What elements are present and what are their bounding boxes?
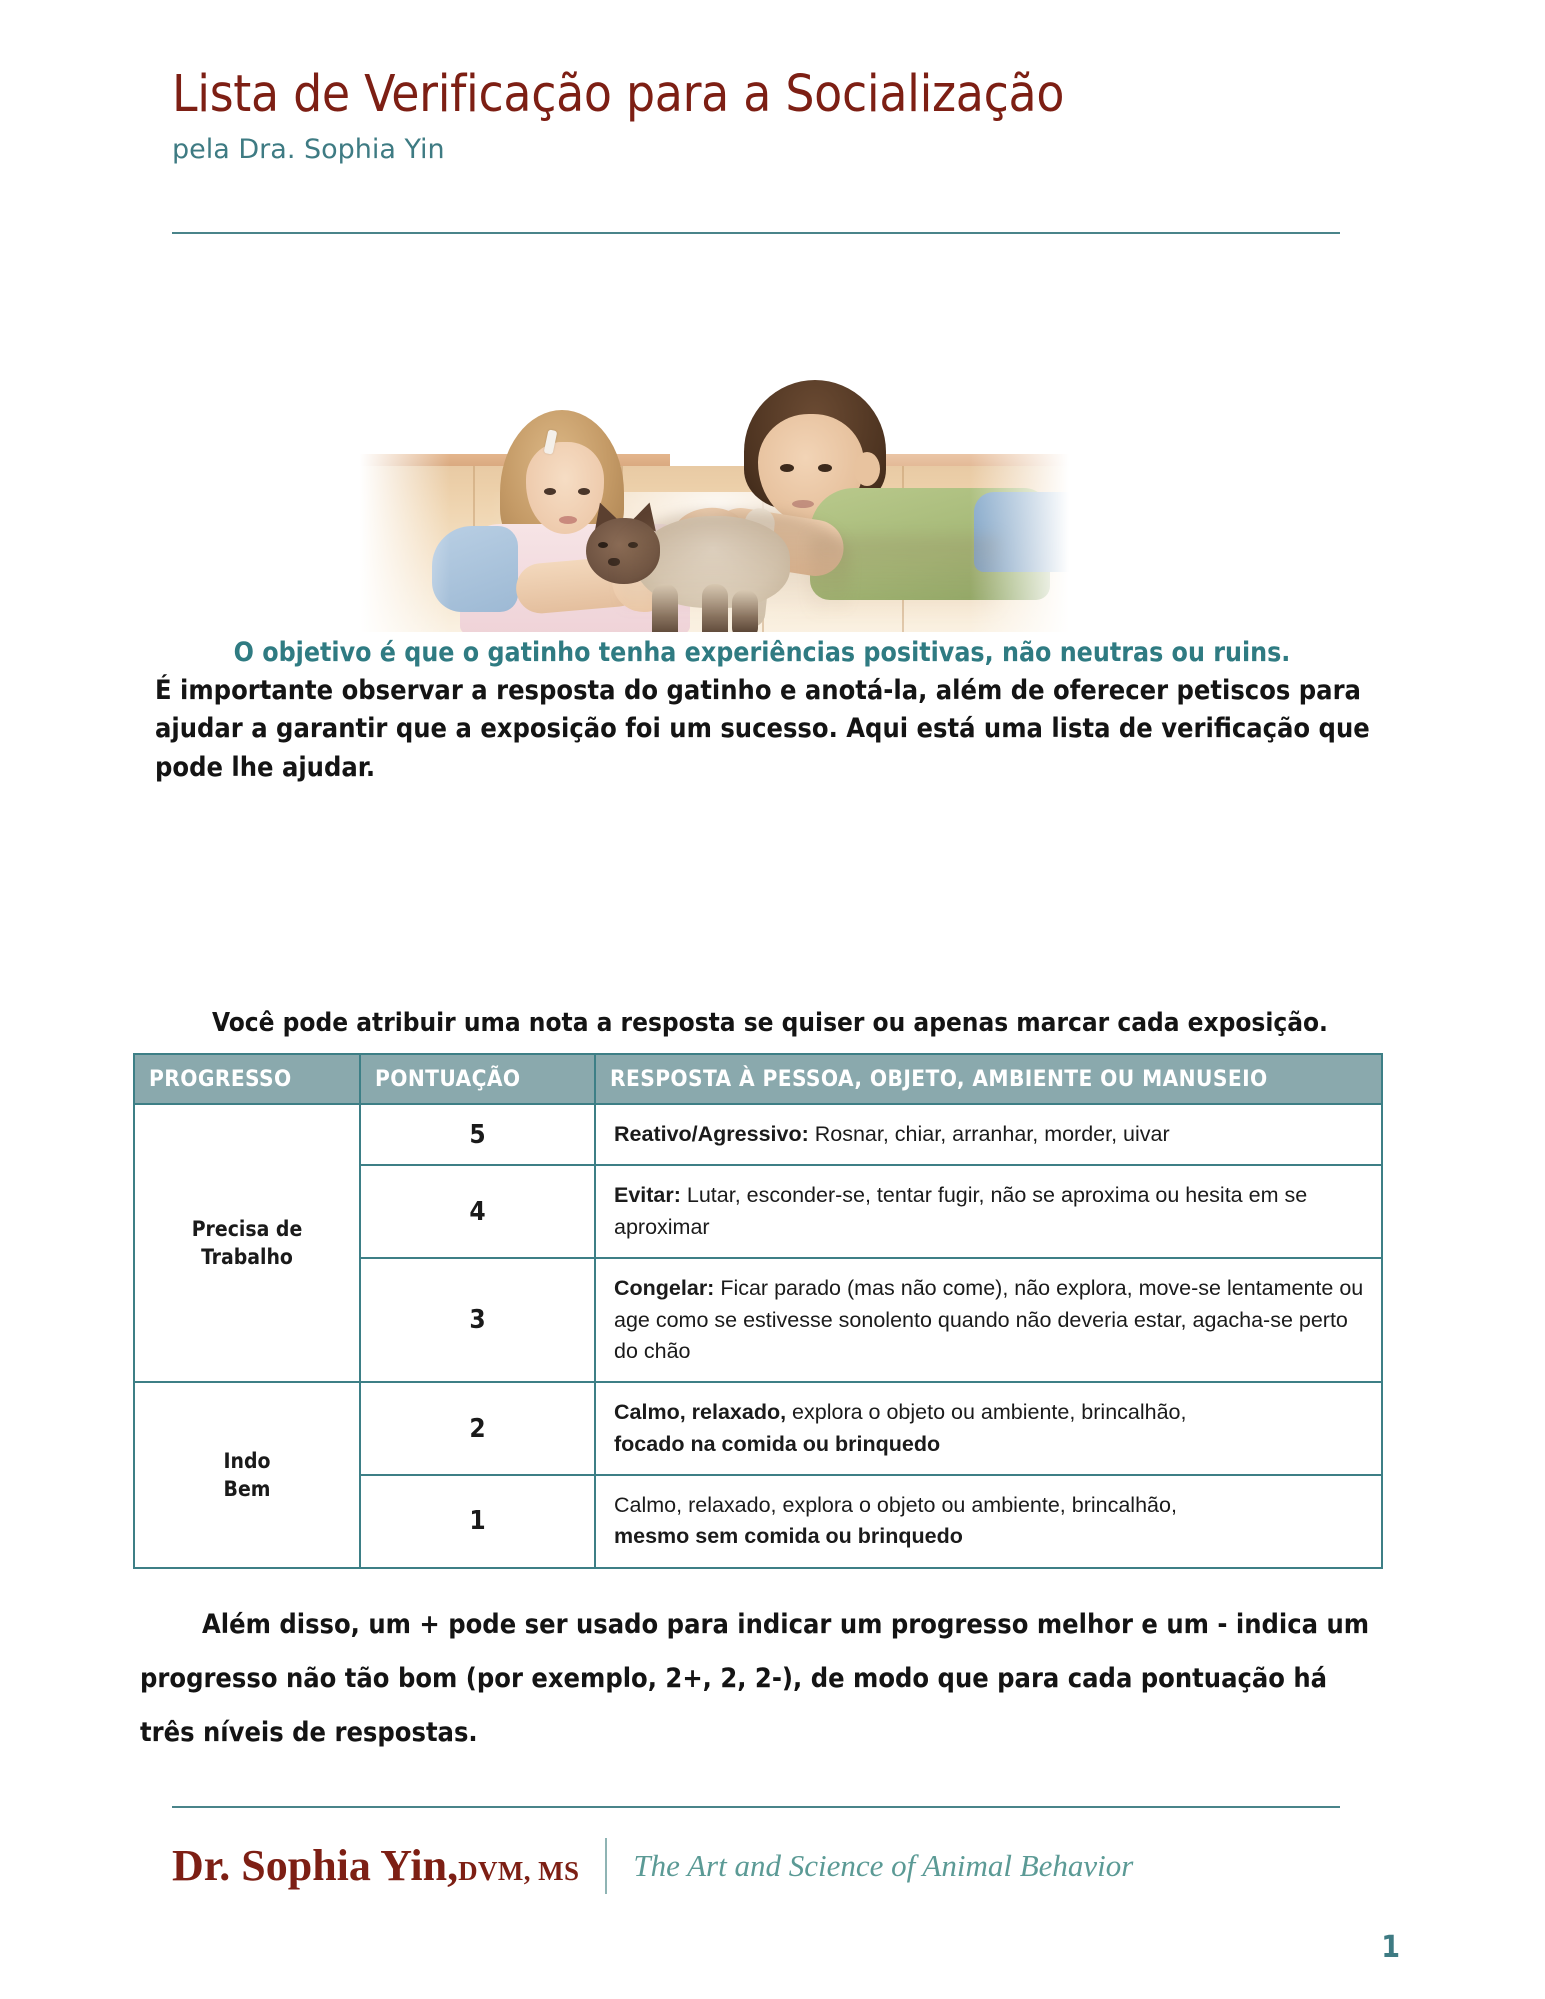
brand-credentials: DVM, MS: [458, 1856, 580, 1886]
photo-illustration: [340, 302, 1080, 632]
footer: [172, 1838, 1352, 1894]
scoring-instruction: Você pode atribuir uma nota a resposta se quiser ou apenas marcar cada exposição.: [212, 1008, 1328, 1038]
header-divider: [172, 232, 1340, 234]
col-header-score: PONTUAÇÃO: [360, 1054, 595, 1104]
table-header-row: [134, 1054, 1382, 1104]
table-row: [134, 1382, 1382, 1475]
scoring-table: [133, 1053, 1383, 1569]
response-cell: Reativo/Agressivo: Rosnar, chiar, arranhar, morder, uivar: [595, 1104, 1382, 1165]
table-row: [134, 1104, 1382, 1165]
goal-statement: O objetivo é que o gatinho tenha experiências positivas, não neutras ou ruins.: [233, 637, 1291, 668]
girl-mouth: [559, 516, 577, 524]
response-cell: Calmo, relaxado, explora o objeto ou ambiente, brincalhão, focado na comida ou brinquedo: [595, 1382, 1382, 1475]
col-header-progress: PROGRESSO: [134, 1054, 360, 1104]
hero-photo: [340, 302, 1080, 632]
response-cell: Evitar: Lutar, esconder-se, tentar fugir, não se aproxima ou hesita em se aproximar: [595, 1165, 1382, 1258]
response-cell: Calmo, relaxado, explora o objeto ou ambiente, brincalhão, mesmo sem comida ou brinquedo: [595, 1475, 1382, 1568]
girl-eye-left: [544, 488, 556, 495]
document-header: [172, 65, 1340, 165]
score-cell: 1: [360, 1475, 595, 1568]
table-body: [134, 1104, 1382, 1568]
boy-eye-right: [818, 464, 832, 472]
brand-tagline: The Art and Science of Animal Behavior: [633, 1848, 1134, 1883]
girl-eye-right: [578, 488, 590, 495]
score-cell: 2: [360, 1382, 595, 1475]
page-title: Lista de Verificação para a Socialização: [172, 65, 1065, 124]
closing-paragraph: Além disso, um + pode ser usado para indicar um progresso melhor e um - indica um progresso não tão bom (por exemplo, 2+, 2, 2-), de modo que para cada pontuação há três níveis de respostas.: [140, 1609, 1370, 1748]
scoring-table-wrapper: [133, 1053, 1383, 1569]
score-cell: 3: [360, 1258, 595, 1382]
brand-logo: [172, 1841, 580, 1890]
kitten-eye-left: [598, 542, 608, 548]
intro-paragraph: É importante observar a resposta do gatinho e anotá-la, além de oferecer petiscos para ajudar a garantir que a exposição foi um sucesso. Aqui está uma lista de verificação que pode lhe ajudar.: [155, 675, 1370, 783]
progress-group-cell: Indo Bem: [134, 1382, 360, 1568]
score-cell: 5: [360, 1104, 595, 1165]
girl-sleeve: [432, 526, 518, 612]
boy-ear: [854, 452, 880, 486]
kitten-nose: [608, 558, 620, 566]
floor-reflection-right: [810, 536, 1000, 632]
boy-eye-left: [780, 464, 794, 472]
boy-mouth: [792, 500, 814, 508]
score-cell: 4: [360, 1165, 595, 1258]
table-head: [134, 1054, 1382, 1104]
col-header-response: RESPOSTA À PESSOA, OBJETO, AMBIENTE OU MANUSEIO: [595, 1054, 1382, 1104]
progress-group-cell: Precisa de Trabalho: [134, 1104, 360, 1382]
photo-background: [340, 302, 1080, 470]
response-cell: Congelar: Ficar parado (mas não come), não explora, move-se lentamente ou age como se estivesse sonolento quando não deveria estar, agacha-se perto do chão: [595, 1258, 1382, 1382]
page-number: 1: [1381, 1930, 1400, 1965]
brand-name-text: Dr. Sophia Yin,: [172, 1841, 459, 1890]
footer-divider: [172, 1806, 1340, 1808]
page-subtitle: pela Dra. Sophia Yin: [172, 133, 445, 165]
brand-divider: [605, 1838, 607, 1894]
